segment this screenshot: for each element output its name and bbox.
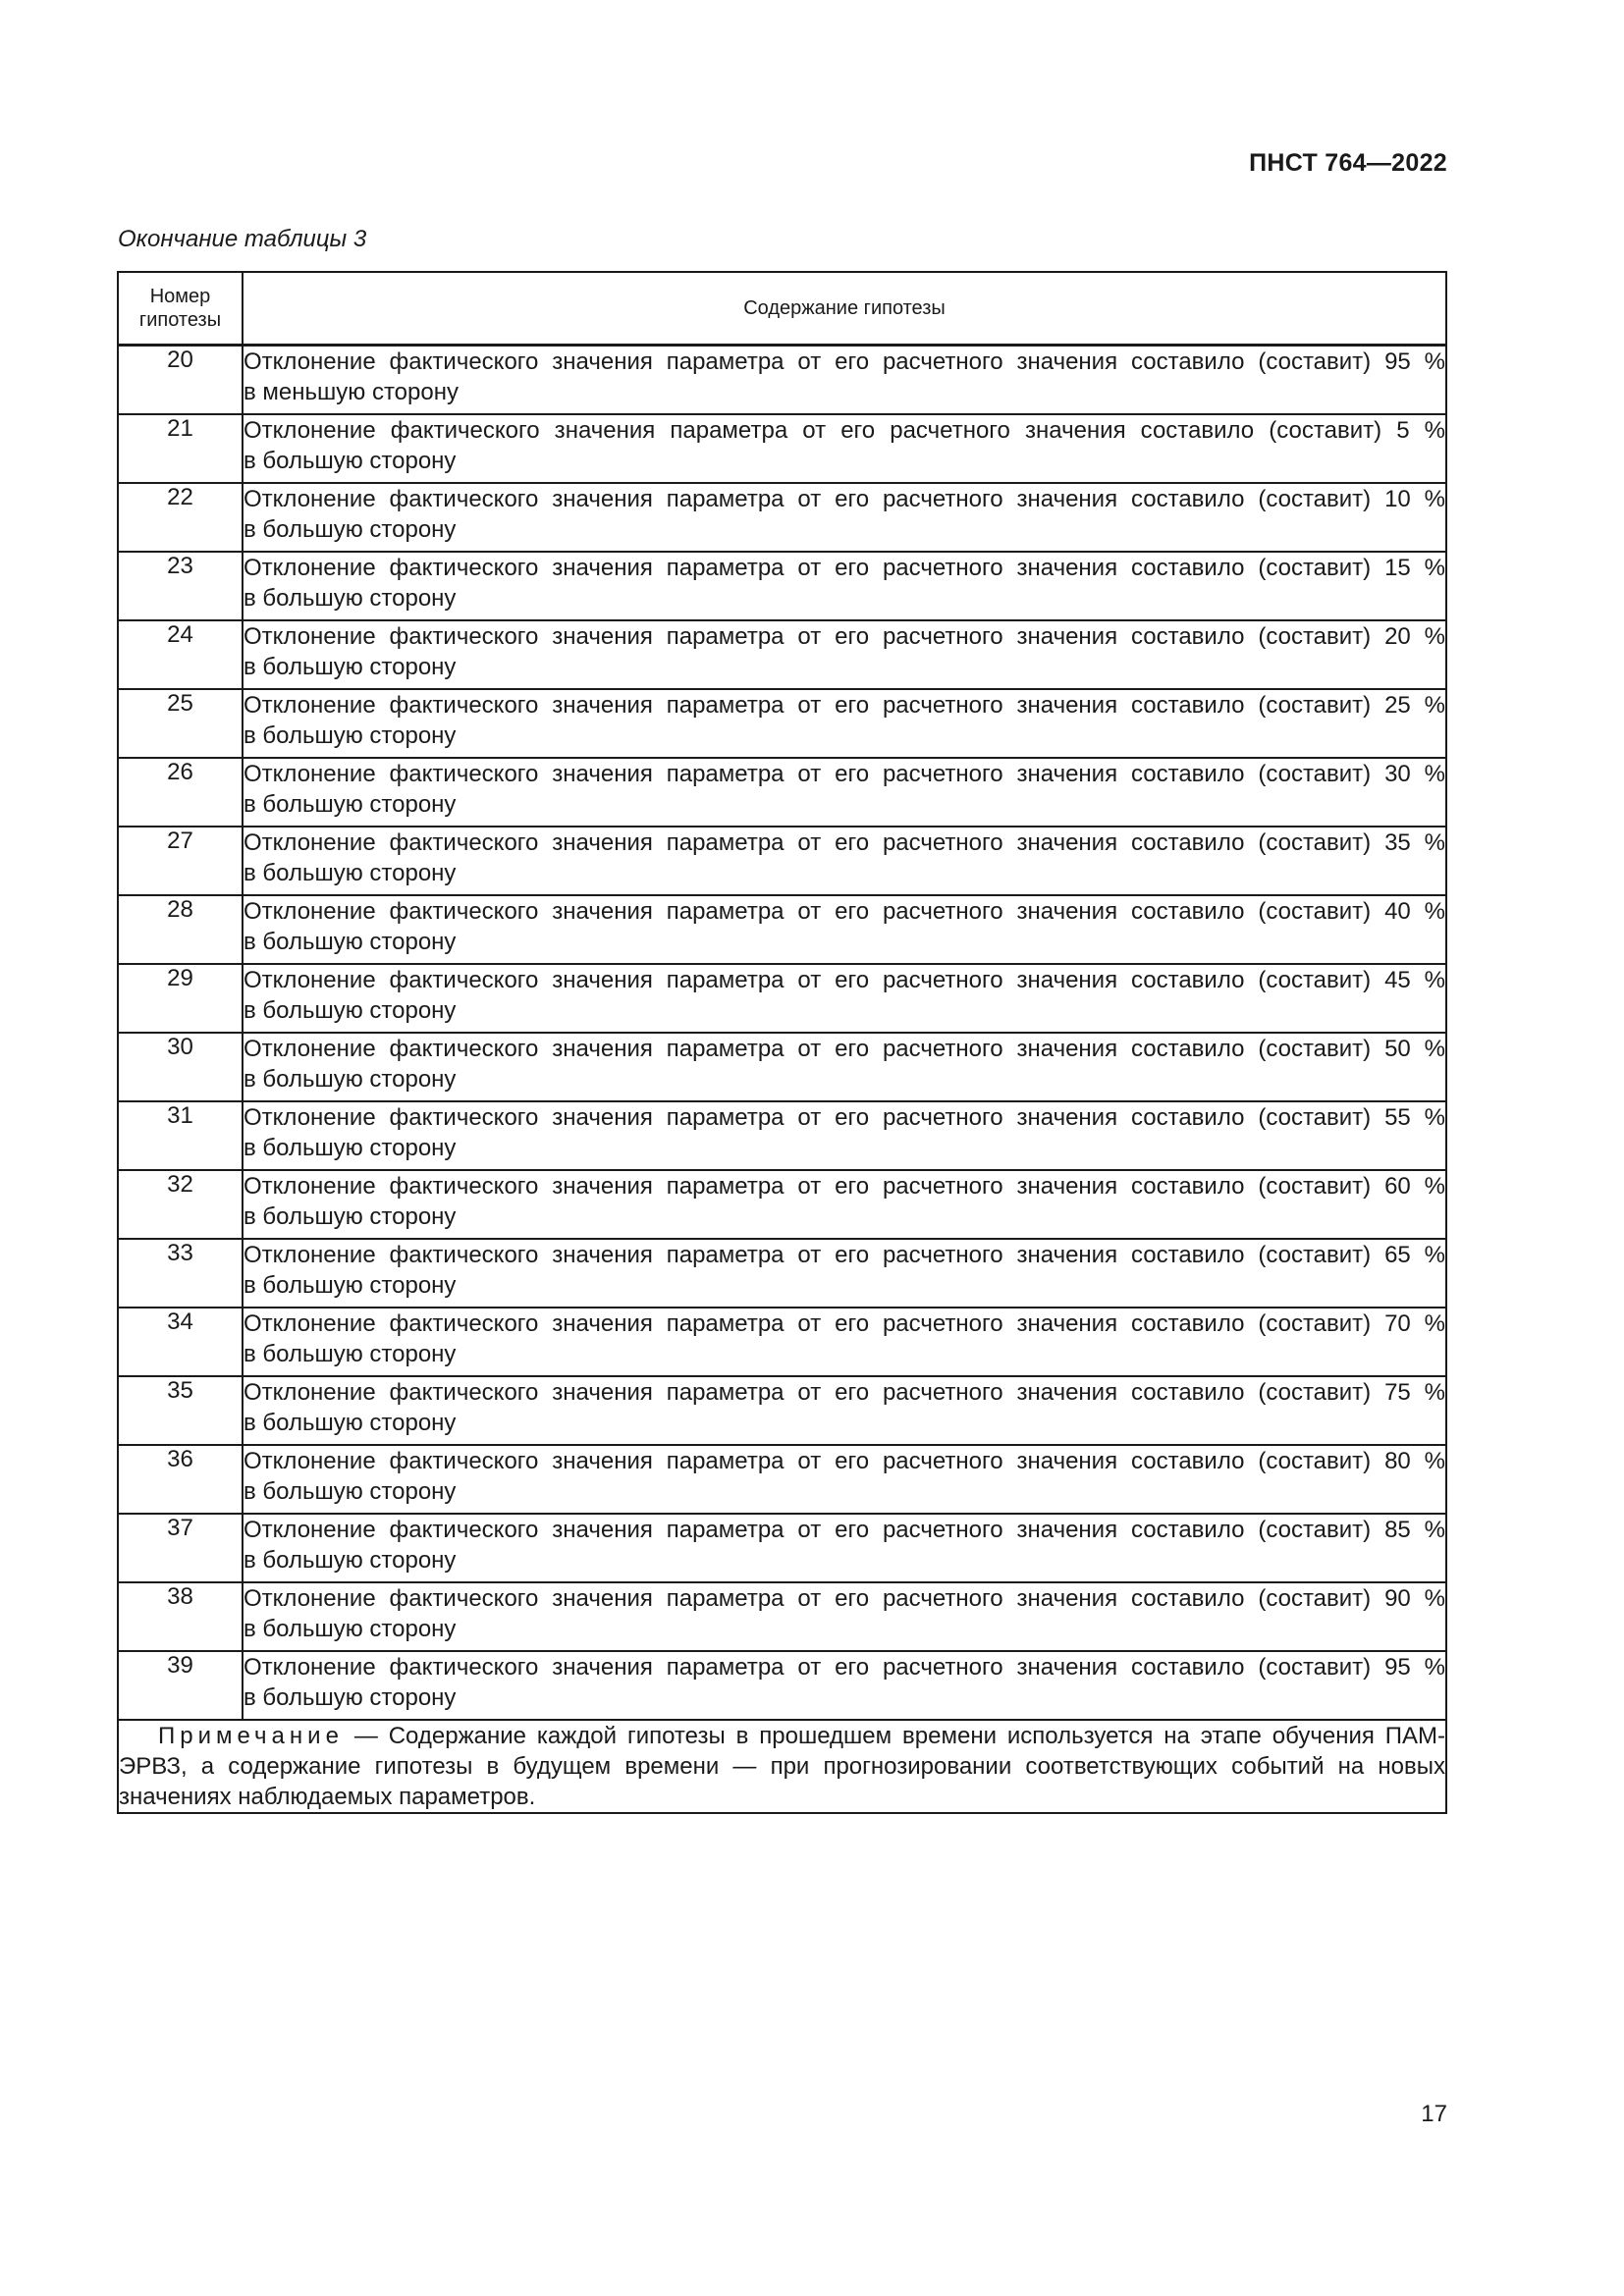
hypothesis-line-1: Отклонение фактического значения параметра от его расчетного значения составило (составит) 5 % xyxy=(244,417,1445,444)
table-row xyxy=(118,1170,1446,1239)
hypothesis-content xyxy=(243,758,1446,827)
table-header-row xyxy=(118,272,1446,346)
hypothesis-line-1: Отклонение фактического значения параметра от его расчетного значения составило (составит) 60 % xyxy=(244,1173,1445,1200)
hypothesis-number: 33 xyxy=(118,1239,243,1308)
table-row xyxy=(118,758,1446,827)
hypothesis-number: 28 xyxy=(118,895,243,964)
hypothesis-number: 34 xyxy=(118,1308,243,1376)
table-row xyxy=(118,620,1446,689)
hypothesis-line-2: в большую сторону xyxy=(244,1684,457,1711)
hypothesis-line-1: Отклонение фактического значения параметра от его расчетного значения составило (составит) 75 % xyxy=(244,1379,1445,1406)
table-row xyxy=(118,964,1446,1033)
hypothesis-content xyxy=(243,964,1446,1033)
hypothesis-content xyxy=(243,414,1446,483)
header-number: Номер гипотезы xyxy=(118,272,243,346)
hypothesis-line-2: в большую сторону xyxy=(244,1203,457,1230)
hypothesis-line-1: Отклонение фактического значения параметра от его расчетного значения составило (составит) 80 % xyxy=(244,1448,1445,1474)
hypothesis-line-2: в большую сторону xyxy=(244,1478,457,1505)
table-row xyxy=(118,1101,1446,1170)
hypotheses-table xyxy=(117,271,1447,1814)
hypothesis-line-1: Отклонение фактического значения параметра от его расчетного значения составило (составит) 70 % xyxy=(244,1310,1445,1337)
table-caption: Окончание таблицы 3 xyxy=(118,226,367,252)
table-row xyxy=(118,414,1446,483)
hypothesis-line-1: Отклонение фактического значения параметра от его расчетного значения составило (составит) 95 % xyxy=(244,348,1445,375)
hypothesis-content xyxy=(243,1651,1446,1720)
document-code: ПНСТ 764—2022 xyxy=(1249,149,1447,177)
hypothesis-line-2: в большую сторону xyxy=(244,860,457,886)
table-row xyxy=(118,346,1446,415)
hypothesis-number: 23 xyxy=(118,552,243,620)
table-row xyxy=(118,1033,1446,1101)
hypothesis-content xyxy=(243,895,1446,964)
hypothesis-content xyxy=(243,346,1446,415)
hypothesis-content xyxy=(243,552,1446,620)
hypothesis-line-1: Отклонение фактического значения параметра от его расчетного значения составило (составит) 25 % xyxy=(244,692,1445,719)
hypothesis-line-2: в большую сторону xyxy=(244,1547,457,1574)
table-row xyxy=(118,689,1446,758)
hypothesis-number: 29 xyxy=(118,964,243,1033)
hypothesis-line-2: в большую сторону xyxy=(244,1341,457,1367)
hypothesis-content xyxy=(243,1170,1446,1239)
table-row xyxy=(118,895,1446,964)
hypothesis-line-2: в меньшую сторону xyxy=(244,379,459,405)
hypothesis-line-1: Отклонение фактического значения параметра от его расчетного значения составило (составит) 10 % xyxy=(244,486,1445,512)
hypothesis-content xyxy=(243,1376,1446,1445)
hypothesis-line-1: Отклонение фактического значения параметра от его расчетного значения составило (составит) 35 % xyxy=(244,829,1445,856)
hypothesis-line-1: Отклонение фактического значения параметра от его расчетного значения составило (составит) 95 % xyxy=(244,1654,1445,1681)
hypothesis-number: 36 xyxy=(118,1445,243,1514)
hypothesis-line-1: Отклонение фактического значения параметра от его расчетного значения составило (составит) 55 % xyxy=(244,1104,1445,1131)
hypothesis-number: 30 xyxy=(118,1033,243,1101)
hypothesis-number: 27 xyxy=(118,827,243,895)
hypothesis-line-2: в большую сторону xyxy=(244,722,457,749)
page-number: 17 xyxy=(1421,2101,1447,2127)
hypothesis-content xyxy=(243,620,1446,689)
hypothesis-content xyxy=(243,483,1446,552)
hypothesis-content xyxy=(243,1101,1446,1170)
hypothesis-line-2: в большую сторону xyxy=(244,1616,457,1642)
table-row xyxy=(118,1308,1446,1376)
hypothesis-number: 26 xyxy=(118,758,243,827)
table-row xyxy=(118,1514,1446,1582)
hypothesis-line-1: Отклонение фактического значения параметра от его расчетного значения составило (составит) 15 % xyxy=(244,555,1445,581)
hypothesis-line-2: в большую сторону xyxy=(244,1410,457,1436)
hypothesis-content xyxy=(243,1033,1446,1101)
hypothesis-number: 25 xyxy=(118,689,243,758)
hypothesis-line-2: в большую сторону xyxy=(244,1135,457,1161)
hypothesis-line-2: в большую сторону xyxy=(244,791,457,818)
hypothesis-line-1: Отклонение фактического значения параметра от его расчетного значения составило (составит) 30 % xyxy=(244,761,1445,787)
hypothesis-line-1: Отклонение фактического значения параметра от его расчетного значения составило (составит) 90 % xyxy=(244,1585,1445,1612)
hypothesis-line-2: в большую сторону xyxy=(244,997,457,1024)
table-note xyxy=(118,1720,1446,1813)
hypothesis-number: 24 xyxy=(118,620,243,689)
hypothesis-content xyxy=(243,1445,1446,1514)
hypothesis-line-1: Отклонение фактического значения параметра от его расчетного значения составило (составит) 20 % xyxy=(244,623,1445,650)
hypothesis-line-1: Отклонение фактического значения параметра от его расчетного значения составило (составит) 45 % xyxy=(244,967,1445,993)
hypothesis-content xyxy=(243,1514,1446,1582)
note-label: Примечание xyxy=(158,1723,344,1749)
hypothesis-number: 37 xyxy=(118,1514,243,1582)
note-text: — Содержание каждой гипотезы в прошедшем времени используется на этапе обучения ПАМ-ЭРВЗ, а содержание гипотезы в будущем времени — при прогнозировании соответствующих событий на новых значениях наблюдаемых параметров. xyxy=(119,1723,1445,1810)
hypothesis-number: 38 xyxy=(118,1582,243,1651)
hypothesis-line-2: в большую сторону xyxy=(244,929,457,955)
table-row xyxy=(118,483,1446,552)
hypothesis-line-1: Отклонение фактического значения параметра от его расчетного значения составило (составит) 50 % xyxy=(244,1036,1445,1062)
hypothesis-content xyxy=(243,827,1446,895)
hypothesis-line-2: в большую сторону xyxy=(244,448,457,474)
hypothesis-content xyxy=(243,1582,1446,1651)
note-row xyxy=(118,1720,1446,1813)
hypothesis-line-2: в большую сторону xyxy=(244,585,457,612)
table-row xyxy=(118,552,1446,620)
table-row xyxy=(118,1376,1446,1445)
header-content: Содержание гипотезы xyxy=(243,272,1446,346)
hypothesis-content xyxy=(243,1308,1446,1376)
table-row xyxy=(118,1445,1446,1514)
hypothesis-line-2: в большую сторону xyxy=(244,654,457,680)
hypothesis-number: 21 xyxy=(118,414,243,483)
table-row xyxy=(118,827,1446,895)
hypothesis-number: 32 xyxy=(118,1170,243,1239)
table-row xyxy=(118,1582,1446,1651)
hypothesis-number: 31 xyxy=(118,1101,243,1170)
hypothesis-number: 22 xyxy=(118,483,243,552)
hypothesis-number: 20 xyxy=(118,346,243,415)
hypothesis-line-2: в большую сторону xyxy=(244,1272,457,1299)
hypothesis-line-1: Отклонение фактического значения параметра от его расчетного значения составило (составит) 65 % xyxy=(244,1242,1445,1268)
hypothesis-number: 35 xyxy=(118,1376,243,1445)
hypothesis-line-1: Отклонение фактического значения параметра от его расчетного значения составило (составит) 85 % xyxy=(244,1517,1445,1543)
hypothesis-line-2: в большую сторону xyxy=(244,1066,457,1093)
hypothesis-number: 39 xyxy=(118,1651,243,1720)
hypothesis-line-2: в большую сторону xyxy=(244,516,457,543)
table-row xyxy=(118,1651,1446,1720)
hypothesis-line-1: Отклонение фактического значения параметра от его расчетного значения составило (составит) 40 % xyxy=(244,898,1445,925)
table-row xyxy=(118,1239,1446,1308)
hypothesis-content xyxy=(243,1239,1446,1308)
hypothesis-content xyxy=(243,689,1446,758)
table-body xyxy=(118,346,1446,1721)
